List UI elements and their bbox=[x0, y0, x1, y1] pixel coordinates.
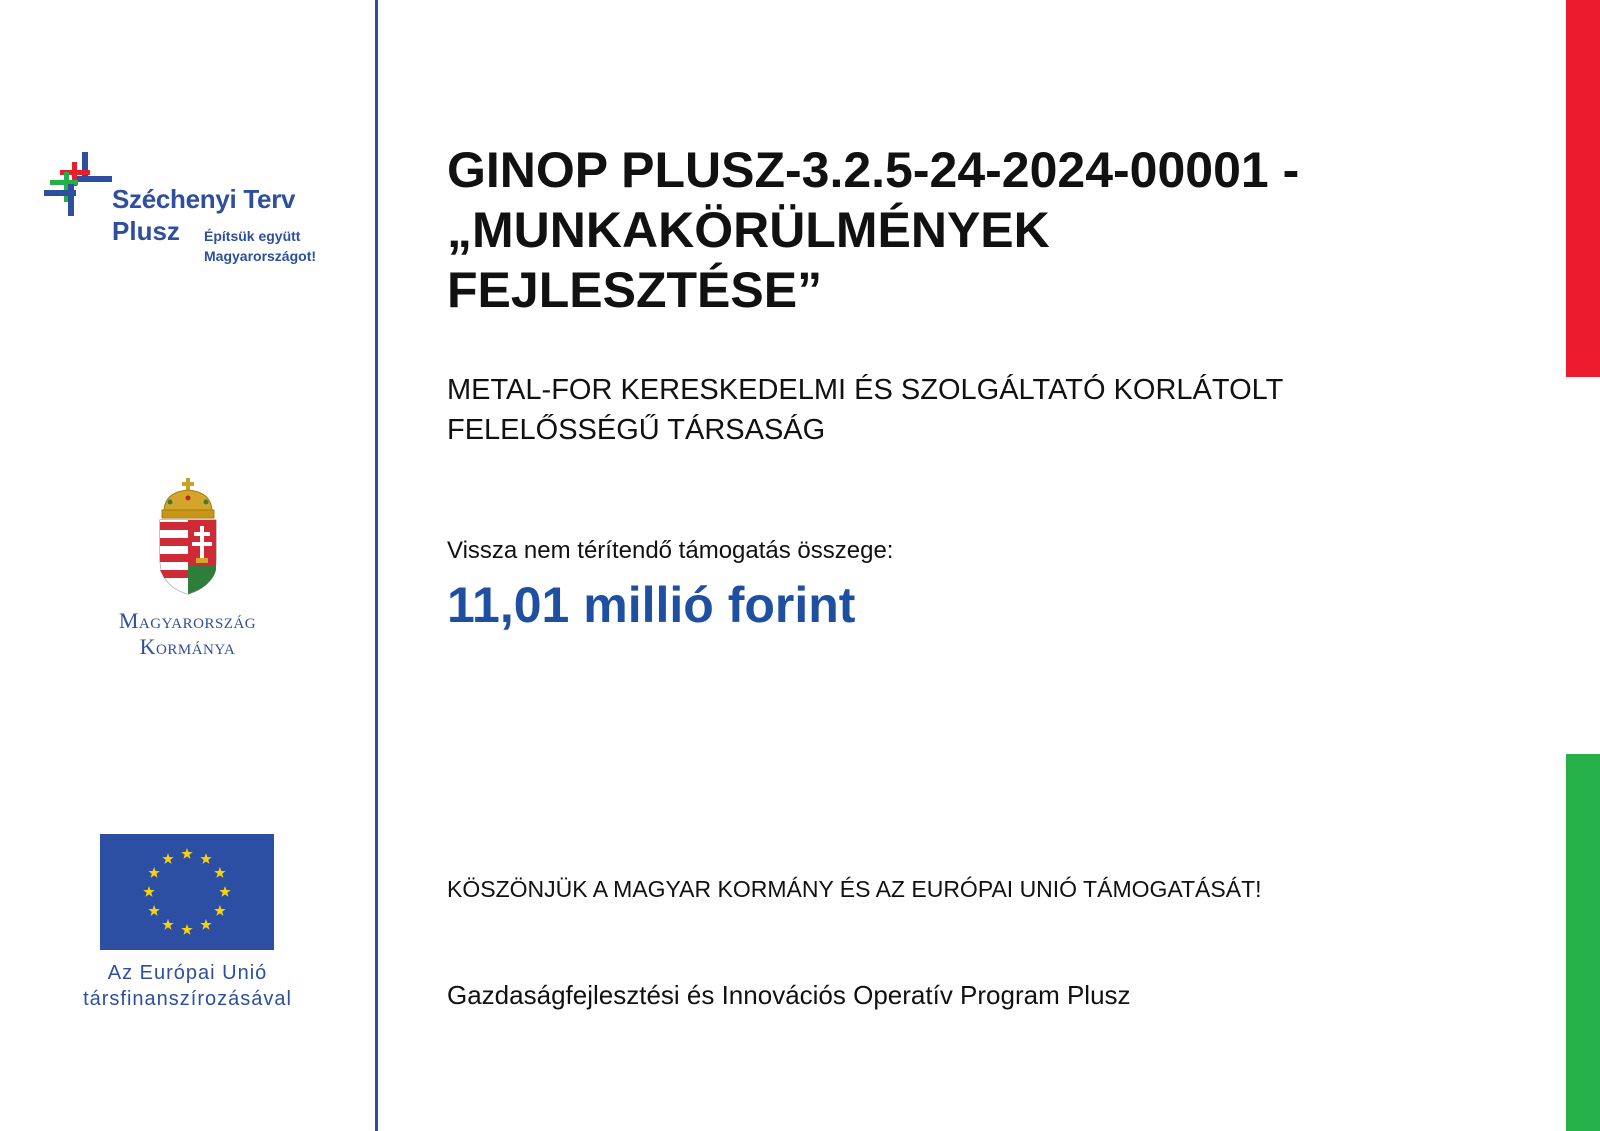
szechenyi-slogan-line1: Építsük együtt bbox=[204, 228, 301, 244]
company-name-line: METAL-FOR KERESKEDELMI ÉS SZOLGÁLTATÓ KORLÁTOLT bbox=[447, 374, 1284, 406]
vertical-divider bbox=[375, 0, 378, 1131]
government-logo bbox=[80, 478, 295, 658]
program-name: Gazdaságfejlesztési és Innovációs Operatív Program Plusz bbox=[447, 980, 1131, 1010]
eu-logo bbox=[60, 834, 315, 1024]
company-name-line: FELELŐSSÉGŰ TÁRSASÁG bbox=[447, 414, 826, 446]
flag-stripe-red bbox=[1566, 0, 1600, 377]
project-title bbox=[447, 140, 1507, 320]
company-name bbox=[447, 370, 1547, 450]
szechenyi-cross-icon bbox=[42, 150, 114, 222]
eu-text-line2: társfinanszírozásával bbox=[83, 988, 292, 1010]
project-title-line: GINOP PLUSZ-3.2.5-24-2024-00001 - bbox=[447, 142, 1300, 198]
thanks-text: KÖSZÖNJÜK A MAGYAR KORMÁNY ÉS AZ EURÓPAI UNIÓ TÁMOGATÁSÁT! bbox=[447, 876, 1262, 902]
support-amount: 11,01 millió forint bbox=[447, 577, 856, 633]
eu-text-line1: Az Európai Unió bbox=[107, 962, 268, 984]
szechenyi-terv-logo bbox=[42, 150, 342, 270]
szechenyi-subtitle: Plusz bbox=[112, 216, 180, 246]
hungarian-coat-of-arms-icon bbox=[156, 478, 220, 596]
szechenyi-title: Széchenyi Terv bbox=[112, 184, 296, 214]
support-label: Vissza nem térítendő támogatás összege: bbox=[447, 537, 894, 564]
eu-flag-icon bbox=[100, 834, 274, 950]
project-title-line: „MUNKAKÖRÜLMÉNYEK bbox=[447, 202, 1050, 258]
flag-stripe-green bbox=[1566, 754, 1600, 1131]
government-name-line2: Kormánya bbox=[139, 634, 236, 659]
project-title-line: FEJLESZTÉSE” bbox=[447, 262, 823, 318]
szechenyi-slogan-line2: Magyarországot! bbox=[204, 248, 317, 264]
government-name-line1: Magyarország bbox=[118, 608, 257, 633]
